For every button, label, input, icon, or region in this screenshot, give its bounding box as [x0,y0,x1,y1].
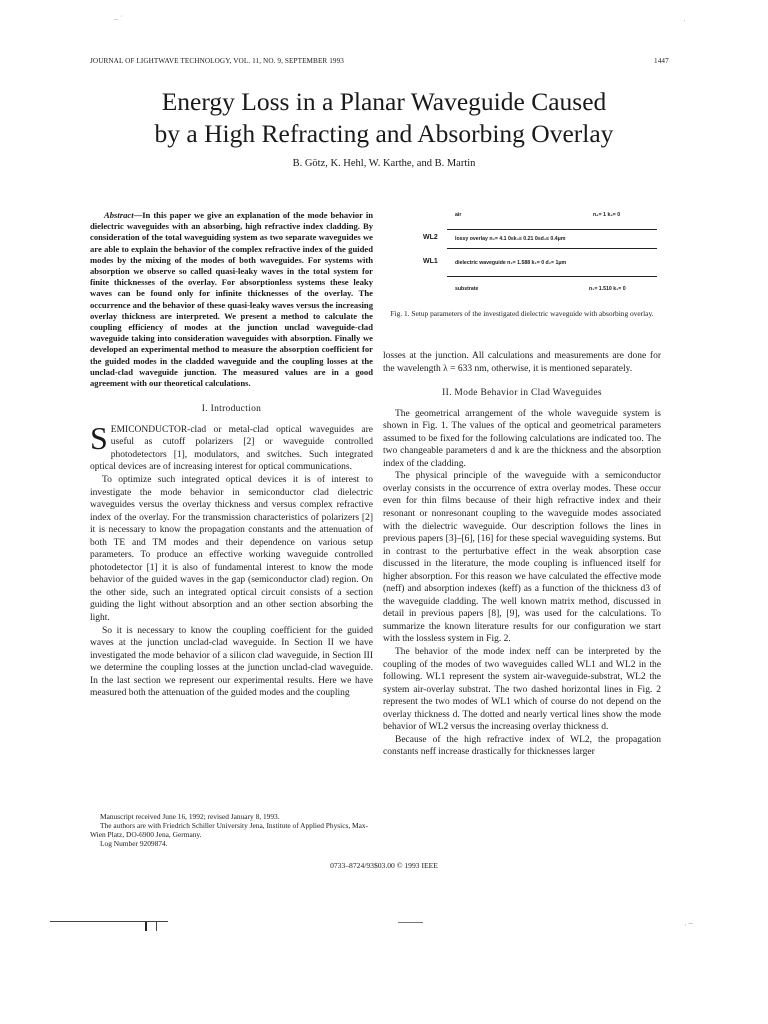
footnote-affiliation: The authors are with Friedrich Schiller University Jena, Institute of Applied Physics, Max-Wien Platz, DO-6900 Jena, Germany. [90,821,369,839]
scan-mark: – ˙ [114,14,123,23]
fig-row-substrate: substrate [455,286,479,292]
abstract [90,210,373,389]
intro-paragraph-1: SEMICONDUCTOR-clad or metal-clad optical waveguides are useful as cutoff polarizers [2] or waveguide controlled photodetectors [1], modulators, and switches. Such integrated optical devices are of increasing interest for optical communications. [90,419,373,473]
scan-mark: ' [684,20,686,26]
fig-row-substrate-params: n₁= 1.510 k₁= 0 [589,286,626,292]
intro-paragraph-2: To optimize such integrated optical devices it is of interest to investigate the mode behavior in semiconductor clad dielectric waveguides versus the overlay thickness and versus complex refractive index of the overlay. For the transmission characteristics of polarizers [2] it is necessary to know the propagation constants and the attenuation of both TE and TM modes and their dependence on various setup parameters. To produce an effective working waveguide controlled photodetector [1] it is also of fundamental interest to know the mode behavior of the guided waves in the gap (semiconductor clad) region. On the other side, such an integrated optical circuit consists of a section guiding the light without absorption and an other section absorbing the light. [90,474,373,623]
section-heading-introduction: I. Introduction [201,404,262,415]
abstract-text: —In this paper we give an explanation of the mode behavior in dielectric waveguides with an absorbing, high refractive index cladding. By consideration of the total waveguiding system as two separate waveguides we are able to explain the behavior of the complex refractive index of the guided modes by the mixing of the modes of both waveguides. For systems with absorption we observe so called quasi-leaky waves in the total system for finite thicknesses of the overlay. For absorptionless systems these leaky waves can be found only for infinite thicknesses of the overlay. The occurrence and the behavior of these quasi-leaky waves versus the increasing overlay thickness are interpreted. We present a method to calculate the coupling efficiency of modes at the junction unclad waveguide-clad waveguide taking into consideration waveguides with absorption. Finally we developed an experimental method to measure the absorption coefficient for the guided modes in the cladded waveguide and the coupling losses at the unclad-clad waveguide junction. The measured values are in a good agreement with our theoretical calculations. [90,210,373,389]
title-line-1: Energy Loss in a Planar Waveguide Caused [161,87,607,116]
section-heading-mode-behavior: II. Mode Behavior in Clad Waveguides [442,388,602,399]
fig-row-overlay: lossy overlay n₃= 4.1 0≤k₃≤ 0.21 0≤d₃≤ 0.4μm [455,236,566,242]
fig-layer-boundary [447,229,657,230]
intro-paragraph-3: So it is necessary to know the coupling coefficient for the guided waves at the junction unclad-clad waveguide. In Section II we have investigated the mode behavior of a silicon clad waveguide, in Section III we determine the coupling losses at the junction unclad-clad waveguide. In the last section we represent our experimental results. Here we have measured both the attenuation of the guided modes and the coupling [90,625,373,699]
footnote-log-number: Log Number 9209874. [100,839,168,848]
page-number: 1447 [654,57,669,65]
footnotes [90,812,373,848]
running-header: JOURNAL OF LIGHTWAVE TECHNOLOGY, VOL. 11, NO. 9, SEPTEMBER 1993 [90,57,345,65]
fig-layer-boundary [447,248,657,249]
copyright-line: 0733–8724/93$03.00 © 1993 IEEE [330,861,438,870]
section2-paragraph-1: The geometrical arrangement of the whole waveguide system is shown in Fig. 1. The values of the optical and geometrical parameters assumed to be fixed for the following calculations are indicated too. The two changeable parameters d and k are the thickness and the absorption index of the cladding. [383,408,661,469]
drop-cap: S [90,419,108,456]
fig-label-wl2: WL2 [423,234,438,241]
abstract-label: Abstract [104,210,134,220]
scan-mark [145,922,147,931]
right-column [383,350,661,759]
paper-title [60,86,708,150]
fig-label-wl1: WL1 [423,258,438,265]
continued-paragraph: losses at the junction. All calculations and measurements are done for the wavelength λ = 633 nm, otherwise, it is mentioned separately. [383,351,661,374]
author-list: B. Götz, K. Hehl, W. Karthe, and B. Martin [292,158,476,169]
section2-paragraph-4: Because of the high refractive index of WL2, the propagation constants neff increase drastically for thicknesses larger [383,734,661,758]
left-column [90,210,373,700]
scan-rule [398,922,423,923]
fig-layer-boundary [447,276,657,277]
footnote-received: Manuscript received June 16, 1992; revised January 8, 1993. [100,812,280,821]
scan-mark [156,922,157,931]
fig-row-guide: dielectric waveguide n₂= 1.588 k₂= 0 d₂= 1μm [455,260,567,266]
section2-paragraph-2: The physical principle of the waveguide with a semiconductor overlay consists in the occurrence of extra overlay modes. These occur even for thin films because of their high refractive index and their resonant or nonresonant coupling to the waveguide modes associated with the dielectric waveguide. Our description follows the lines in previous papers [3]–[6], [16] for these special waveguiding systems. But in contrast to the perturbative effect in the weak absorption case discussed in the literature, the mode coupling is influenced itself for higher absorption. For this reason we have calculated the effective mode (neff) and absorption indexes (keff) as a function of the thickness d3 of the waveguide cladding. The well known matrix method, discussed in detail in previous papers [8], [9], was used for the calculations. To summarize the known literature results for our configuration we start with the lossless system in Fig. 2. [383,471,661,645]
figure-1-caption: Fig. 1. Setup parameters of the investigated dielectric waveguide with absorbing overlay. [390,309,654,318]
scan-rule [50,921,168,922]
fig-row-air: air [455,212,462,218]
title-line-2: by a High Refracting and Absorbing Overlay [154,119,614,148]
scan-mark: ˈ ¯ [684,923,693,932]
section2-paragraph-3: The behavior of the mode index neff can be interpreted by the coupling of the modes of two waveguides called WL1 and WL2 in the following. WL1 represent the system air-waveguide-substrat, WL2 the system air-overlay substrat. The two dashed horizontal lines in Fig. 2 represent the two modes of WL1 which of course do not depend on the overlay thickness d. The dotted and nearly vertical lines show the mode behavior of WL2 versus the increasing overlay thickness d. [383,647,661,733]
fig-row-air-params: n₄= 1 k₄= 0 [593,212,621,218]
figure-1-setup-diagram [383,210,661,300]
